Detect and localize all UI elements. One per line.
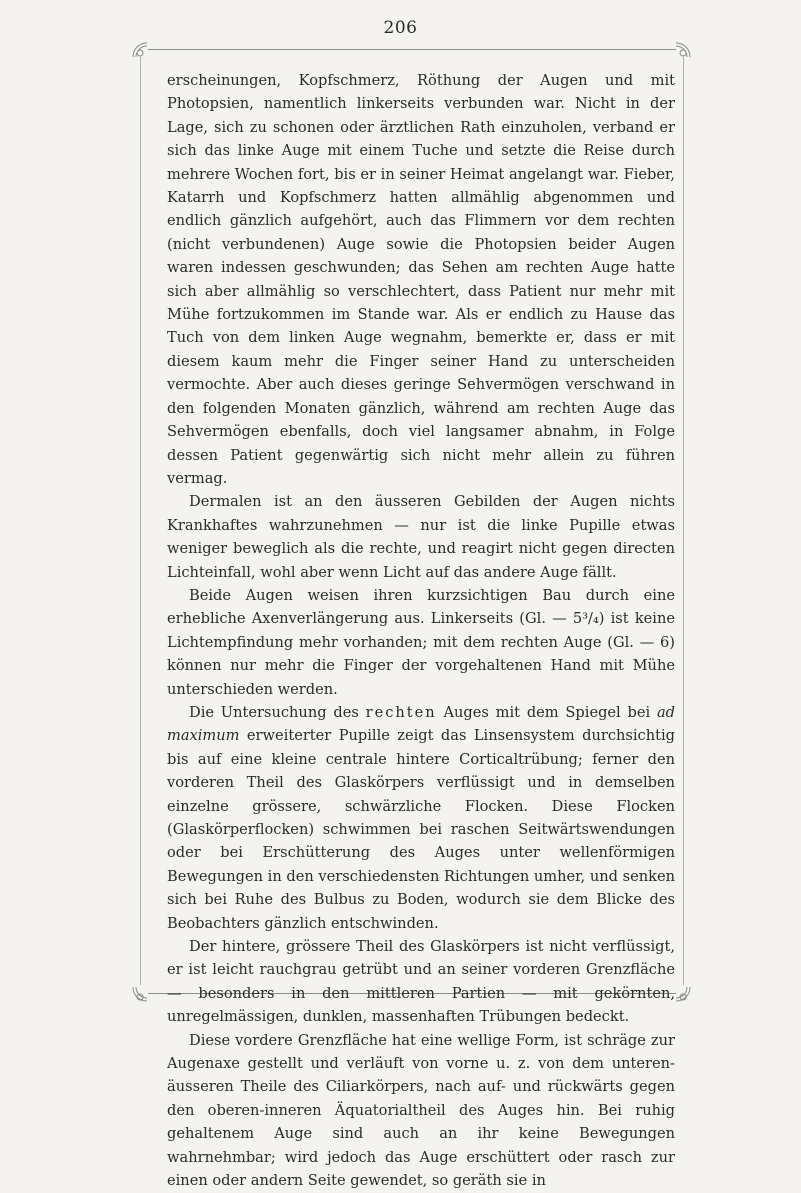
text-run: erscheinungen, Kopfschmerz, Röthung der Augen und mit Photopsien, namentlich linkerseits verbunden war. Nicht in der Lage, sich zu schonen oder ärztlichen Rath einzuholen, verband er sich das linke Auge mit einem Tuche und setzte die Reise durch mehrere Wochen fort, bis er in seiner Heimat angelangt war. Fieber, Katarrh und Kopfschmerz hatten allmählig abgenommen und endlich gänzlich aufgehört, auch das Flimmern vor dem rechten (nicht verbundenen) Auge sowie die Photopsien beider Augen waren indessen geschwunden; das Sehen am rechten Auge hatte sich aber allmählig so verschlechtert, dass Patient nur mehr mit Mühe fortzukommen im Stande war. Als er endlich zu Hause das Tuch von dem linken Auge wegnahm, bemerkte er, dass er mit diesem kaum mehr die Finger seiner Hand zu unterscheiden vermochte. Aber auch dieses geringe Sehvermögen verschwand in den folgenden Monaten gänzlich, während am rechten Auge das Sehvermögen ebenfalls, doch viel langsamer abnahm, in Folge dessen Patient gegenwärtig sich nicht mehr allein zu führen vermag.: [167, 72, 675, 487]
text-run: Diese vordere Grenzfläche hat eine wellige Form, ist schräge zur Augenaxe gestellt und verläuft von vorne u. z. von dem unteren-äusseren Theile des Ciliarkörpers, nach auf- und rückwärts gegen den oberen-inneren Äquatorialtheil des Auges hin. Bei ruhig gehaltenem Auge sind auch an ihr keine Bewegungen wahrnehmbar; wird jedoch das Auge erschüttert oder rasch zur einen oder andern Seite gewendet, so geräth sie in: [167, 1031, 675, 1190]
text-run: Die Untersuchung des: [189, 703, 366, 721]
body-text: [167, 69, 675, 1193]
paragraph: [167, 1029, 675, 1193]
paragraph: [167, 701, 675, 935]
emphasis-italic: ad maximum: [167, 703, 675, 745]
page-number: 206: [383, 18, 418, 38]
frame-left-line: [140, 57, 141, 985]
corner-ornament-icon: [131, 41, 149, 59]
emphasis-spaced: rechten: [365, 703, 437, 721]
text-run: Dermalen ist an den äusseren Gebilden der Augen nichts Krankhaftes wahrzunehmen — nur ist die linke Pupille etwas weniger beweglich als die rechte, und reagirt nicht gegen directen Lichteinfall, wohl aber wenn Licht auf das andere Auge fällt.: [167, 493, 675, 581]
corner-ornament-icon: [131, 985, 149, 1003]
paragraph: [167, 490, 675, 584]
corner-ornament-icon: [674, 985, 692, 1003]
paragraph: [167, 584, 675, 701]
paragraph: [167, 935, 675, 1029]
text-run: Der hintere, grössere Theil des Glaskörpers ist nicht verflüssigt, er ist leicht rauchgrau getrübt und an seiner vorderen Grenzfläche — besonders in den mittleren Partien — mit gekörnten, unregelmässigen, dunklen, massenhaften Trübungen bedeckt.: [167, 938, 675, 1026]
corner-ornament-icon: [674, 41, 692, 59]
text-run: Auges mit dem Spiegel bei: [436, 703, 657, 721]
text-run: Beide Augen weisen ihren kurzsichtigen Bau durch eine erhebliche Axenverlängerung aus. Linkerseits (Gl. — 5³/₄) ist keine Lichtempfindung mehr vorhanden; mit dem rechten Auge (Gl. — 6) können nur mehr die Finger der vorgehaltenen Hand mit Mühe unterschieden werden.: [167, 586, 675, 698]
frame-right-line: [683, 57, 684, 985]
frame-top-line: [148, 49, 676, 50]
text-run: erweiterter Pupille zeigt das Linsensystem durchsichtig bis auf eine kleine centrale hintere Corticaltrübung; ferner den vorderen Theil des Glaskörpers verflüssigt und in demselben einzelne grössere, schwärzliche Flocken. Diese Flocken (Glaskörperflocken) schwimmen bei raschen Seitwärtswendungen oder bei Erschütterung des Auges unter wellenförmigen Bewegungen in den verschiedensten Richtungen umher, und senken sich bei Ruhe des Bulbus zu Boden, wodurch sie dem Blicke des Beobachters gänzlich entschwinden.: [167, 727, 676, 932]
paragraph: [167, 69, 675, 490]
